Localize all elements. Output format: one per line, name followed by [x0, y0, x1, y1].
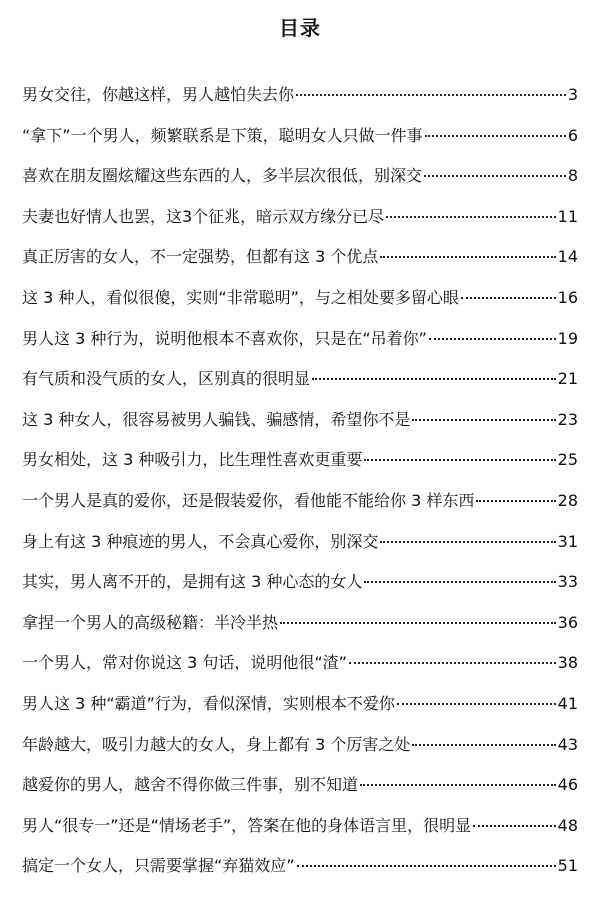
toc-entry-title: 喜欢在朋友圈炫耀这些东西的人，多半层次很低，别深交 [22, 166, 423, 186]
toc-entry-title: 男女交往，你越这样，男人越怕失去你 [22, 85, 295, 104]
toc-page-number: 46 [557, 775, 578, 795]
toc-page-number: 48 [557, 815, 578, 835]
toc-dot-leader [364, 459, 555, 461]
toc-page-number: 3 [567, 85, 578, 104]
toc-entry[interactable] [22, 853, 578, 894]
table-of-contents [22, 82, 578, 894]
toc-entry[interactable] [22, 326, 578, 367]
toc-entry-title: 男人这 3 种“霸道”行为，看似深情，实则根本不爱你 [22, 693, 395, 713]
toc-page-number: 41 [557, 693, 578, 713]
toc-dot-leader [425, 135, 566, 137]
toc-entry[interactable] [22, 529, 578, 570]
toc-page-number: 14 [557, 247, 578, 267]
toc-page-number: 8 [567, 166, 578, 186]
toc-entry-title: 年龄越大，吸引力越大的女人，身上都有 3 个厉害之处 [22, 734, 411, 754]
toc-entry-title: “拿下”一个男人，频繁联系是下策，聪明女人只做一件事 [22, 125, 423, 145]
toc-dot-leader [397, 703, 556, 705]
toc-entry[interactable] [22, 650, 578, 691]
toc-dot-leader [473, 825, 555, 827]
toc-entry-title: 其实，男人离不开的，是拥有这 3 种心态的女人 [22, 572, 363, 592]
toc-entry[interactable] [22, 732, 578, 773]
toc-dot-leader [424, 175, 566, 177]
toc-entry[interactable] [22, 813, 578, 854]
toc-entry[interactable] [22, 772, 578, 813]
toc-entry-title: 这 3 种人，看似很傻，实则“非常聪明”，与之相处要多留心眼 [22, 287, 459, 307]
toc-entry-title: 身上有这 3 种痕迹的男人，不会真心爱你，别深交 [22, 531, 379, 551]
toc-page-number: 38 [557, 653, 578, 673]
toc-page-number: 28 [557, 490, 578, 510]
toc-entry[interactable] [22, 285, 578, 326]
toc-page-number: 25 [557, 450, 578, 470]
toc-entry[interactable] [22, 244, 578, 285]
toc-entry-title: 夫妻也好情人也罢，这3个征兆，暗示双方缘分已尽 [22, 206, 385, 226]
toc-dot-leader [297, 865, 556, 867]
toc-entry[interactable] [22, 123, 578, 164]
toc-dot-leader [412, 744, 555, 746]
toc-entry[interactable] [22, 366, 578, 407]
toc-entry-title: 拿捏一个男人的高级秘籍：半冷半热 [22, 612, 279, 632]
toc-entry[interactable] [22, 447, 578, 488]
toc-page-number: 33 [557, 572, 578, 592]
toc-page-number: 11 [557, 206, 578, 226]
toc-entry[interactable] [22, 488, 578, 529]
toc-entry[interactable] [22, 569, 578, 610]
toc-page-number: 43 [557, 734, 578, 754]
toc-dot-leader [386, 216, 555, 218]
toc-entry[interactable] [22, 691, 578, 732]
toc-page-number: 51 [557, 856, 578, 876]
toc-page-number: 6 [567, 125, 578, 145]
toc-entry-title: 男人“很专一”还是“情场老手”，答案在他的身体语言里，很明显 [22, 815, 472, 835]
toc-dot-leader [280, 622, 556, 624]
toc-dot-leader [349, 662, 556, 664]
toc-entry-title: 真正厉害的女人，不一定强势，但都有这 3 个优点 [22, 247, 379, 267]
page-title: 目录 [279, 16, 321, 40]
toc-dot-leader [461, 297, 556, 299]
toc-entry-title: 有气质和没气质的女人，区别真的很明显 [22, 369, 311, 389]
toc-entry-title: 一个男人是真的爱你，还是假装爱你，看他能不能给你 3 样东西 [22, 490, 475, 510]
toc-entry-title: 越爱你的男人，越舍不得你做三件事，别不知道 [22, 775, 359, 795]
toc-page-number: 19 [557, 328, 578, 348]
toc-dot-leader [380, 256, 555, 258]
toc-dot-leader [380, 541, 555, 543]
toc-entry[interactable] [22, 82, 578, 123]
toc-dot-leader [360, 784, 556, 786]
toc-dot-leader [412, 419, 555, 421]
toc-entry[interactable] [22, 204, 578, 245]
toc-dot-leader [296, 94, 566, 96]
toc-entry-title: 男女相处，这 3 种吸引力，比生理性喜欢更重要 [22, 450, 363, 470]
toc-dot-leader [364, 581, 555, 583]
toc-entry-title: 男人这 3 种行为，说明他根本不喜欢你，只是在“吊着你” [22, 328, 427, 348]
toc-page-number: 23 [557, 409, 578, 429]
toc-page-number: 36 [557, 612, 578, 632]
toc-page-number: 21 [557, 369, 578, 389]
toc-entry[interactable] [22, 163, 578, 204]
toc-dot-leader [429, 338, 556, 340]
toc-page-number: 16 [557, 287, 578, 307]
toc-dot-leader [312, 378, 556, 380]
toc-entry-title: 一个男人，常对你说这 3 句话，说明他很“渣” [22, 653, 347, 673]
toc-dot-leader [476, 500, 555, 502]
toc-entry[interactable] [22, 610, 578, 651]
toc-entry[interactable] [22, 407, 578, 448]
toc-page-number: 31 [557, 531, 578, 551]
toc-entry-title: 搞定一个女人，只需要掌握“弃猫效应” [22, 856, 295, 876]
toc-entry-title: 这 3 种女人，很容易被男人骗钱、骗感情，希望你不是 [22, 409, 411, 429]
